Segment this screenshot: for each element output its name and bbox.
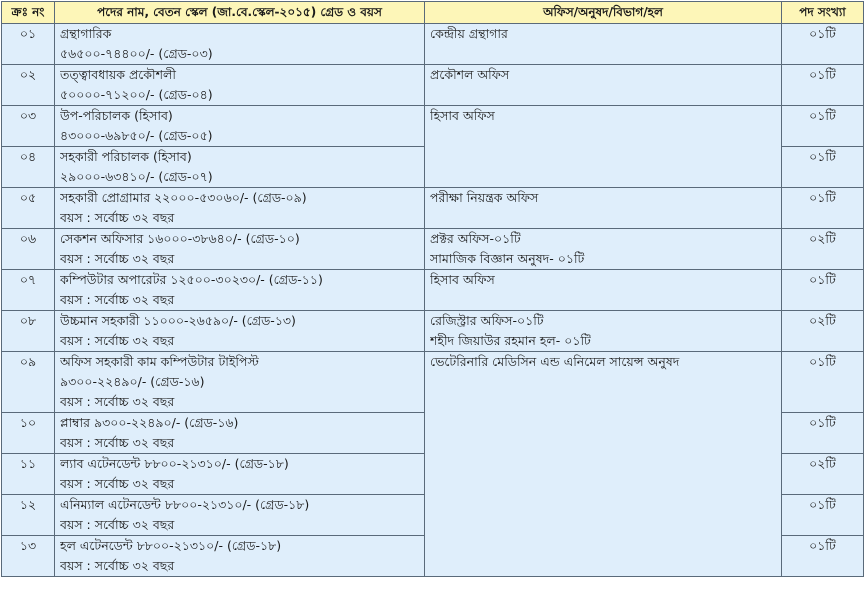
office-line: হিসাব অফিস bbox=[430, 272, 495, 287]
table-row bbox=[2, 229, 864, 270]
post-cell bbox=[55, 106, 425, 147]
post-line: বয়স : সর্বোচ্চ ৩২ বছর bbox=[60, 333, 175, 348]
header-count: পদ সংখ্যা bbox=[782, 2, 864, 24]
office-cell bbox=[425, 270, 782, 311]
post-line: উপ-পরিচালক (হিসাব) bbox=[60, 108, 173, 123]
post-line: হল এটেনডেন্ট ৮৮০০-২১৩১০/- (গ্রেড-১৮) bbox=[60, 538, 282, 553]
table-row bbox=[2, 311, 864, 352]
post-cell bbox=[55, 536, 425, 577]
post-line: ৪৩০০০-৬৯৮৫০/- (গ্রেড-০৫) bbox=[60, 128, 213, 143]
serial-cell: ০৯ bbox=[2, 352, 55, 413]
post-cell bbox=[55, 311, 425, 352]
count-cell: ০১টি bbox=[782, 188, 864, 229]
office-cell bbox=[425, 352, 782, 577]
count-cell: ০১টি bbox=[782, 24, 864, 65]
office-cell bbox=[425, 65, 782, 106]
post-line: ২৯০০০-৬৩৪১০/- (গ্রেড-০৭) bbox=[60, 169, 213, 184]
post-line: বয়স : সর্বোচ্চ ৩২ বছর bbox=[60, 210, 175, 225]
office-cell bbox=[425, 311, 782, 352]
office-line: পরীক্ষা নিয়ন্ত্রক অফিস bbox=[430, 190, 539, 205]
serial-cell: ১১ bbox=[2, 454, 55, 495]
post-line: ৯৩০০-২২৪৯০/- (গ্রেড-১৬) bbox=[60, 374, 205, 389]
office-line: শহীদ জিয়াউর রহমান হল- ০১টি bbox=[430, 333, 591, 348]
serial-cell: ০৬ bbox=[2, 229, 55, 270]
count-cell: ০১টি bbox=[782, 495, 864, 536]
count-cell: ০১টি bbox=[782, 536, 864, 577]
post-line: তত্ত্বাবধায়ক প্রকৌশলী bbox=[60, 67, 176, 82]
table-row bbox=[2, 188, 864, 229]
post-cell bbox=[55, 413, 425, 454]
post-line: কম্পিউটার অপারেটর ১২৫০০-৩০২৩০/- (গ্রেড-১১) bbox=[60, 272, 323, 287]
post-line: বয়স : সর্বোচ্চ ৩২ বছর bbox=[60, 292, 175, 307]
count-cell: ০১টি bbox=[782, 352, 864, 413]
post-cell bbox=[55, 270, 425, 311]
post-cell bbox=[55, 352, 425, 413]
count-cell: ০২টি bbox=[782, 229, 864, 270]
post-cell bbox=[55, 495, 425, 536]
post-line: বয়স : সর্বোচ্চ ৩২ বছর bbox=[60, 558, 175, 573]
header-office: অফিস/অনুষদ/বিভাগ/হল bbox=[425, 2, 782, 24]
office-cell bbox=[425, 188, 782, 229]
table-row bbox=[2, 270, 864, 311]
count-cell: ০১টি bbox=[782, 147, 864, 188]
post-cell bbox=[55, 65, 425, 106]
count-cell: ০১টি bbox=[782, 270, 864, 311]
serial-cell: ০৪ bbox=[2, 147, 55, 188]
serial-cell: ১৩ bbox=[2, 536, 55, 577]
post-line: বয়স : সর্বোচ্চ ৩২ বছর bbox=[60, 251, 175, 266]
post-line: এনিম্যাল এটেনডেন্ট ৮৮০০-২১৩১০/- (গ্রেড-১৮) bbox=[60, 497, 310, 512]
serial-cell: ১২ bbox=[2, 495, 55, 536]
office-line: ভেটেরিনারি মেডিসিন এন্ড এনিমেল সায়েন্স অনুষদ bbox=[430, 354, 680, 369]
serial-cell: ০৮ bbox=[2, 311, 55, 352]
vacancy-table bbox=[1, 1, 864, 577]
post-line: প্লাম্বার ৯৩০০-২২৪৯০/- (গ্রেড-১৬) bbox=[60, 415, 239, 430]
post-line: গ্রন্থাগারিক bbox=[60, 26, 112, 41]
table-row bbox=[2, 352, 864, 413]
post-line: বয়স : সর্বোচ্চ ৩২ বছর bbox=[60, 517, 175, 532]
post-line: উচ্চমান সহকারী ১১০০০-২৬৫৯০/- (গ্রেড-১৩) bbox=[60, 313, 296, 328]
serial-cell: ১০ bbox=[2, 413, 55, 454]
office-line: রেজিস্ট্রার অফিস-০১টি bbox=[430, 313, 544, 328]
post-line: বয়স : সর্বোচ্চ ৩২ বছর bbox=[60, 394, 175, 409]
office-line: প্রকৌশল অফিস bbox=[430, 67, 510, 82]
post-line: বয়স : সর্বোচ্চ ৩২ বছর bbox=[60, 435, 175, 450]
office-line: হিসাব অফিস bbox=[430, 108, 495, 123]
office-cell bbox=[425, 229, 782, 270]
table-row bbox=[2, 65, 864, 106]
post-line: ৫৬৫০০-৭৪৪০০/- (গ্রেড-০৩) bbox=[60, 46, 213, 61]
table-row bbox=[2, 106, 864, 147]
post-line: সহকারী প্রোগ্রামার ২২০০০-৫৩০৬০/- (গ্রেড-০৯) bbox=[60, 190, 307, 205]
serial-cell: ০৭ bbox=[2, 270, 55, 311]
count-cell: ০১টি bbox=[782, 65, 864, 106]
office-cell bbox=[425, 24, 782, 65]
post-cell bbox=[55, 147, 425, 188]
serial-cell: ০২ bbox=[2, 65, 55, 106]
serial-cell: ০৩ bbox=[2, 106, 55, 147]
count-cell: ০২টি bbox=[782, 454, 864, 495]
header-serial: ক্রঃ নং bbox=[2, 2, 55, 24]
count-cell: ০১টি bbox=[782, 106, 864, 147]
header-row bbox=[2, 2, 864, 24]
count-cell: ০২টি bbox=[782, 311, 864, 352]
post-cell bbox=[55, 229, 425, 270]
post-cell bbox=[55, 454, 425, 495]
serial-cell: ০৫ bbox=[2, 188, 55, 229]
serial-cell: ০১ bbox=[2, 24, 55, 65]
office-line: সামাজিক বিজ্ঞান অনুষদ- ০১টি bbox=[430, 251, 585, 266]
post-line: সহকারী পরিচালক (হিসাব) bbox=[60, 149, 192, 164]
office-line: কেন্দ্রীয় গ্রন্থাগার bbox=[430, 26, 508, 41]
post-line: সেকশন অফিসার ১৬০০০-৩৮৬৪০/- (গ্রেড-১০) bbox=[60, 231, 300, 246]
header-post: পদের নাম, বেতন স্কেল (জা.বে.স্কেল-২০১৫) গ্রেড ও বয়স bbox=[55, 2, 425, 24]
post-line: অফিস সহকারী কাম কম্পিউটার টাইপিস্ট bbox=[60, 354, 259, 369]
table-row bbox=[2, 24, 864, 65]
post-cell bbox=[55, 188, 425, 229]
office-cell bbox=[425, 106, 782, 188]
count-cell: ০১টি bbox=[782, 413, 864, 454]
post-cell bbox=[55, 24, 425, 65]
post-line: ল্যাব এটেনডেন্ট ৮৮০০-২১৩১০/- (গ্রেড-১৮) bbox=[60, 456, 289, 471]
post-line: ৫০০০০-৭১২০০/- (গ্রেড-০৪) bbox=[60, 87, 213, 102]
office-line: প্রক্টর অফিস-০১টি bbox=[430, 231, 521, 246]
post-line: বয়স : সর্বোচ্চ ৩২ বছর bbox=[60, 476, 175, 491]
